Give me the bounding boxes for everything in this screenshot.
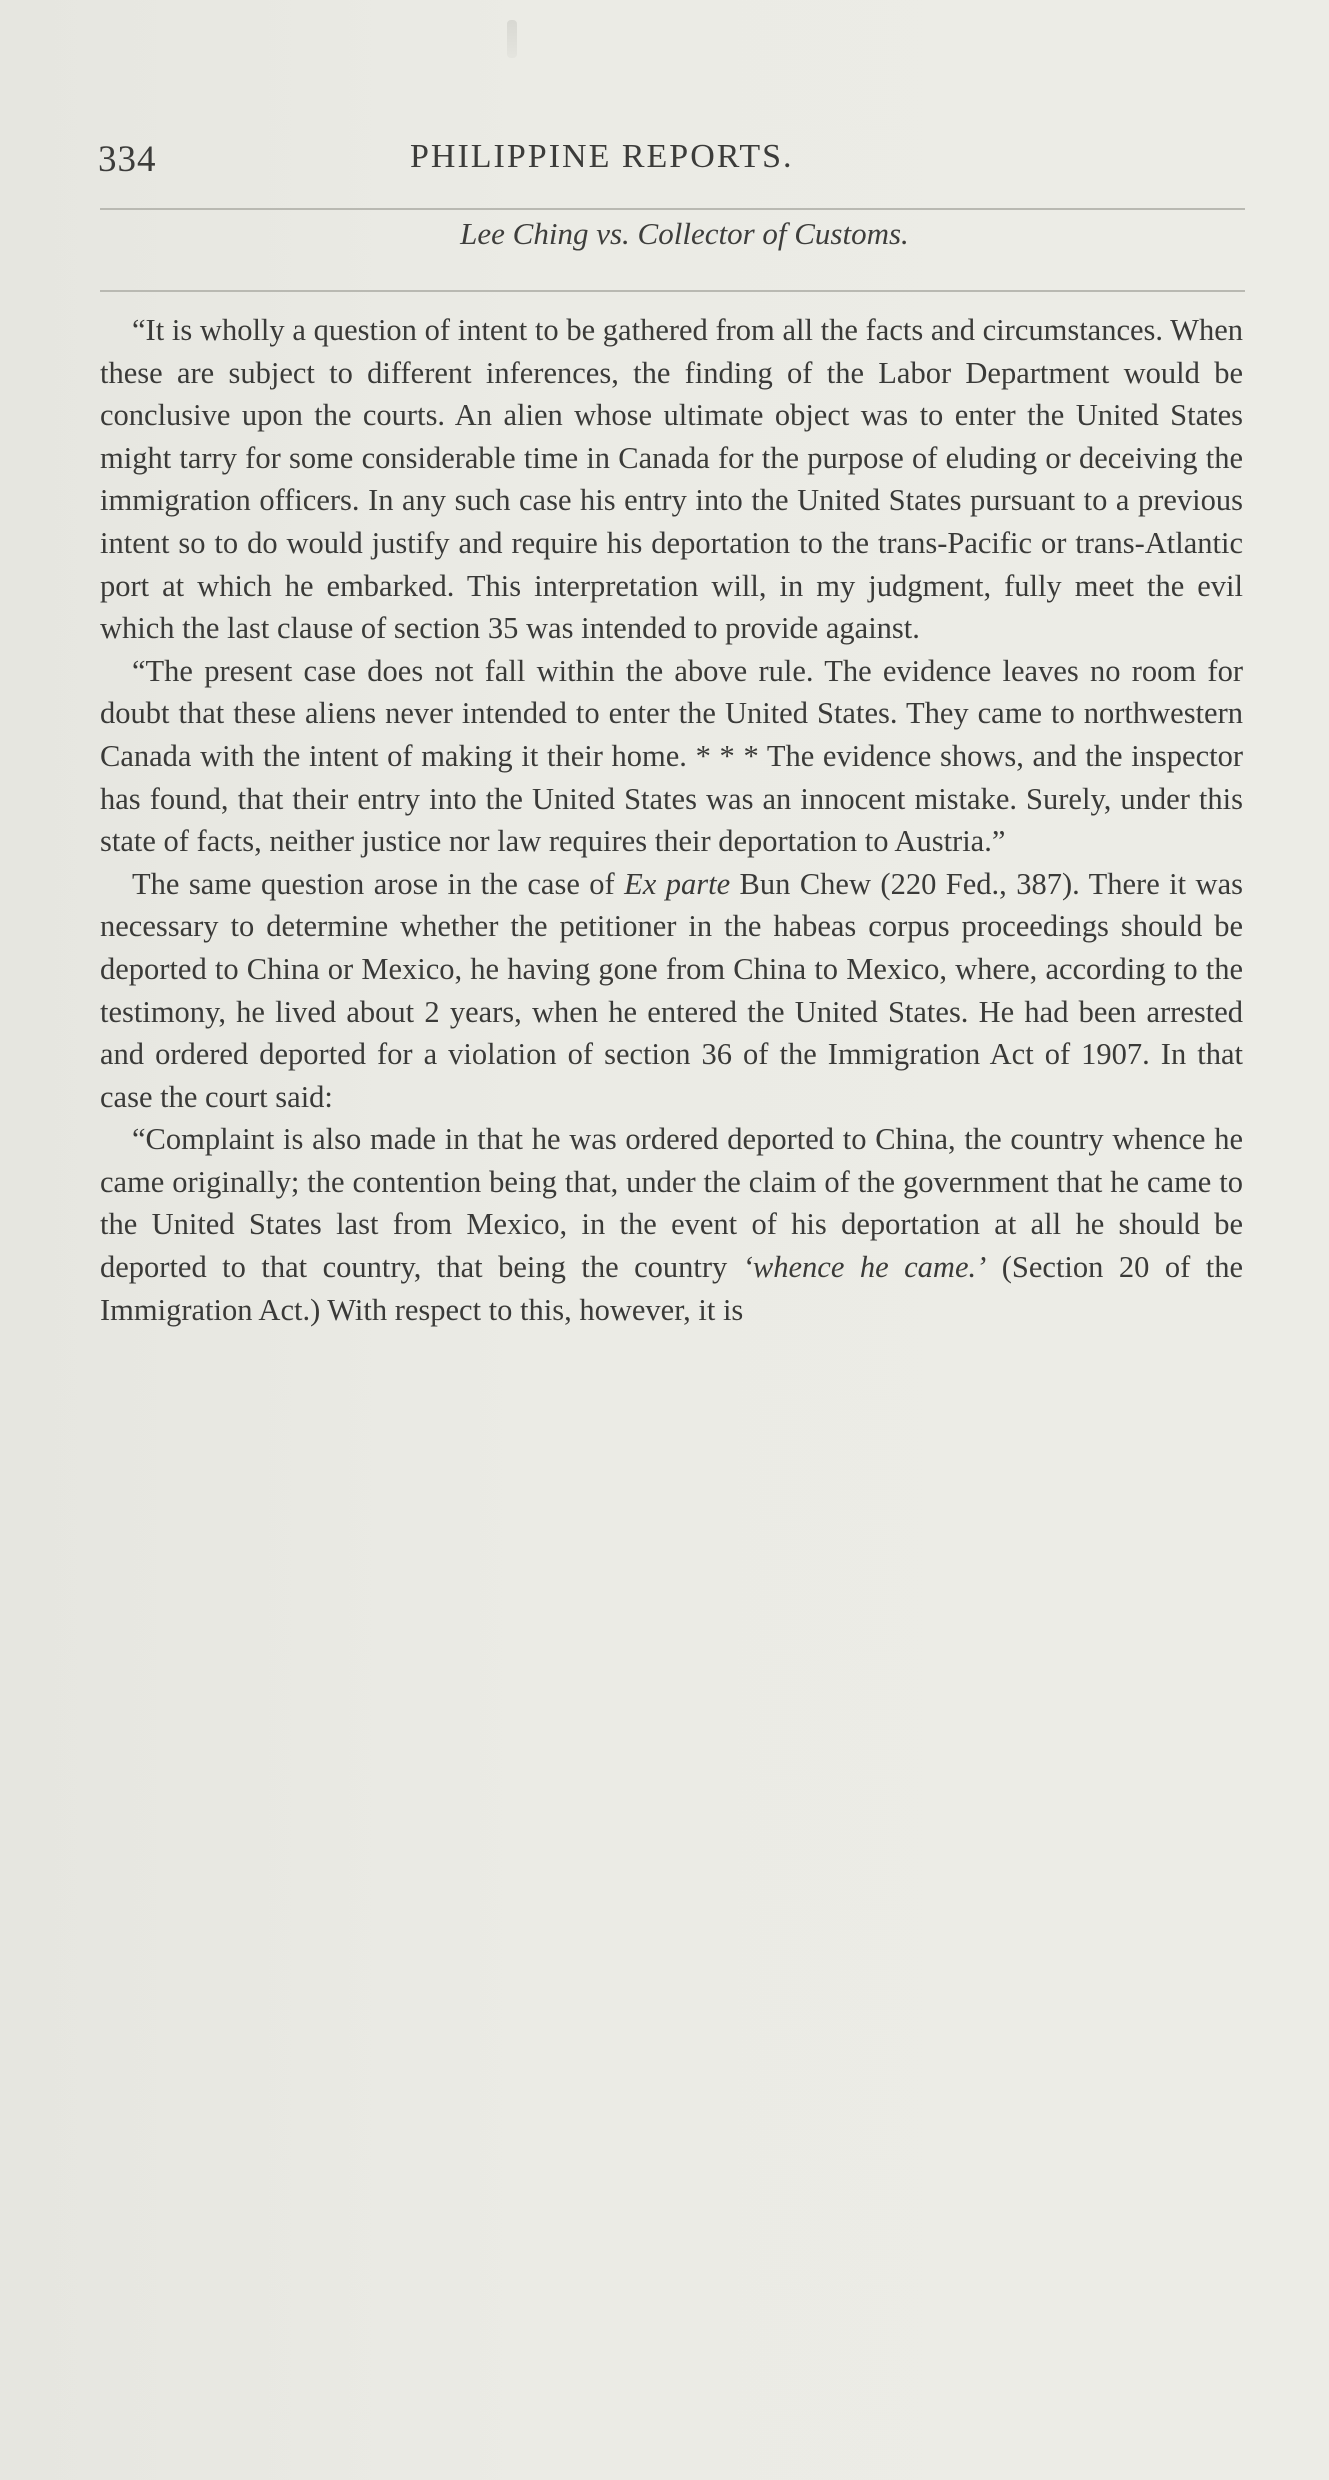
page-number: 334 xyxy=(98,139,157,180)
paragraph-4-italic: ‘whence he came.’ xyxy=(742,1250,987,1285)
header-rule xyxy=(100,208,1245,210)
paragraph-4-text-a: “Complaint is also made in that he was ordered deported to China, the country whence he came originally; the contention being that, under the claim of the government that he came to the United States last from Mexico, in the event of his deportation at all he should be deported to that country, that being the country xyxy=(100,1122,1243,1285)
paragraph-3-italic: Ex parte xyxy=(624,866,731,901)
body-text xyxy=(100,309,1243,1331)
page-smudge xyxy=(507,20,517,58)
page-header xyxy=(98,138,1248,188)
paragraph-4-text-b: (Section 20 of the Immigration Act.) With respect to this, however, it is xyxy=(100,1250,1243,1327)
paragraph-2: “The present case does not fall within the above rule. The evidence leaves no room for doubt that these aliens never intended to enter the United States. They came to northwestern Canada with the intent of making it their home. * * * The evidence shows, and the inspector has found, that their entry into the United States was an innocent mistake. Surely, under this state of facts, neither justice nor law requires their deportation to Austria.” xyxy=(100,653,1243,859)
paragraph-1: “It is wholly a question of intent to be gathered from all the facts and circumstances. When these are subject to different inferences, the finding of the Labor Department would be conclusive upon the courts. An alien whose ultimate object was to enter the United States might tarry for some considerable time in Canada for the purpose of eluding or deceiving the immigration officers. In any such case his entry into the United States pursuant to a previous intent so to do would justify and require his deportation to the trans-Pacific or trans-Atlantic port at which he embarked. This interpretation will, in my judgment, fully meet the evil which the last clause of section 35 was intended to provide against. xyxy=(100,313,1243,646)
case-title: Lee Ching vs. Collector of Customs. xyxy=(460,216,909,251)
paragraph-3-text-b: Bun Chew (220 Fed., 387). There it was necessary to determine whether the petitioner in the habeas corpus proceedings should be deported to China or Mexico, he having gone from China to Mexico, where, according to the testimony, he lived about 2 years, when he entered the United States. He had been arrested and ordered deported for a violation of section 36 of the Immigration Act of 1907. In that case the court said: xyxy=(100,866,1243,1114)
case-title-rule xyxy=(100,290,1245,292)
running-title: PHILIPPINE REPORTS. xyxy=(410,138,794,175)
paragraph-3-text-a: The same question arose in the case of xyxy=(132,866,625,901)
paragraph-4 xyxy=(100,1118,1243,1331)
paragraph-3 xyxy=(100,863,1243,1119)
